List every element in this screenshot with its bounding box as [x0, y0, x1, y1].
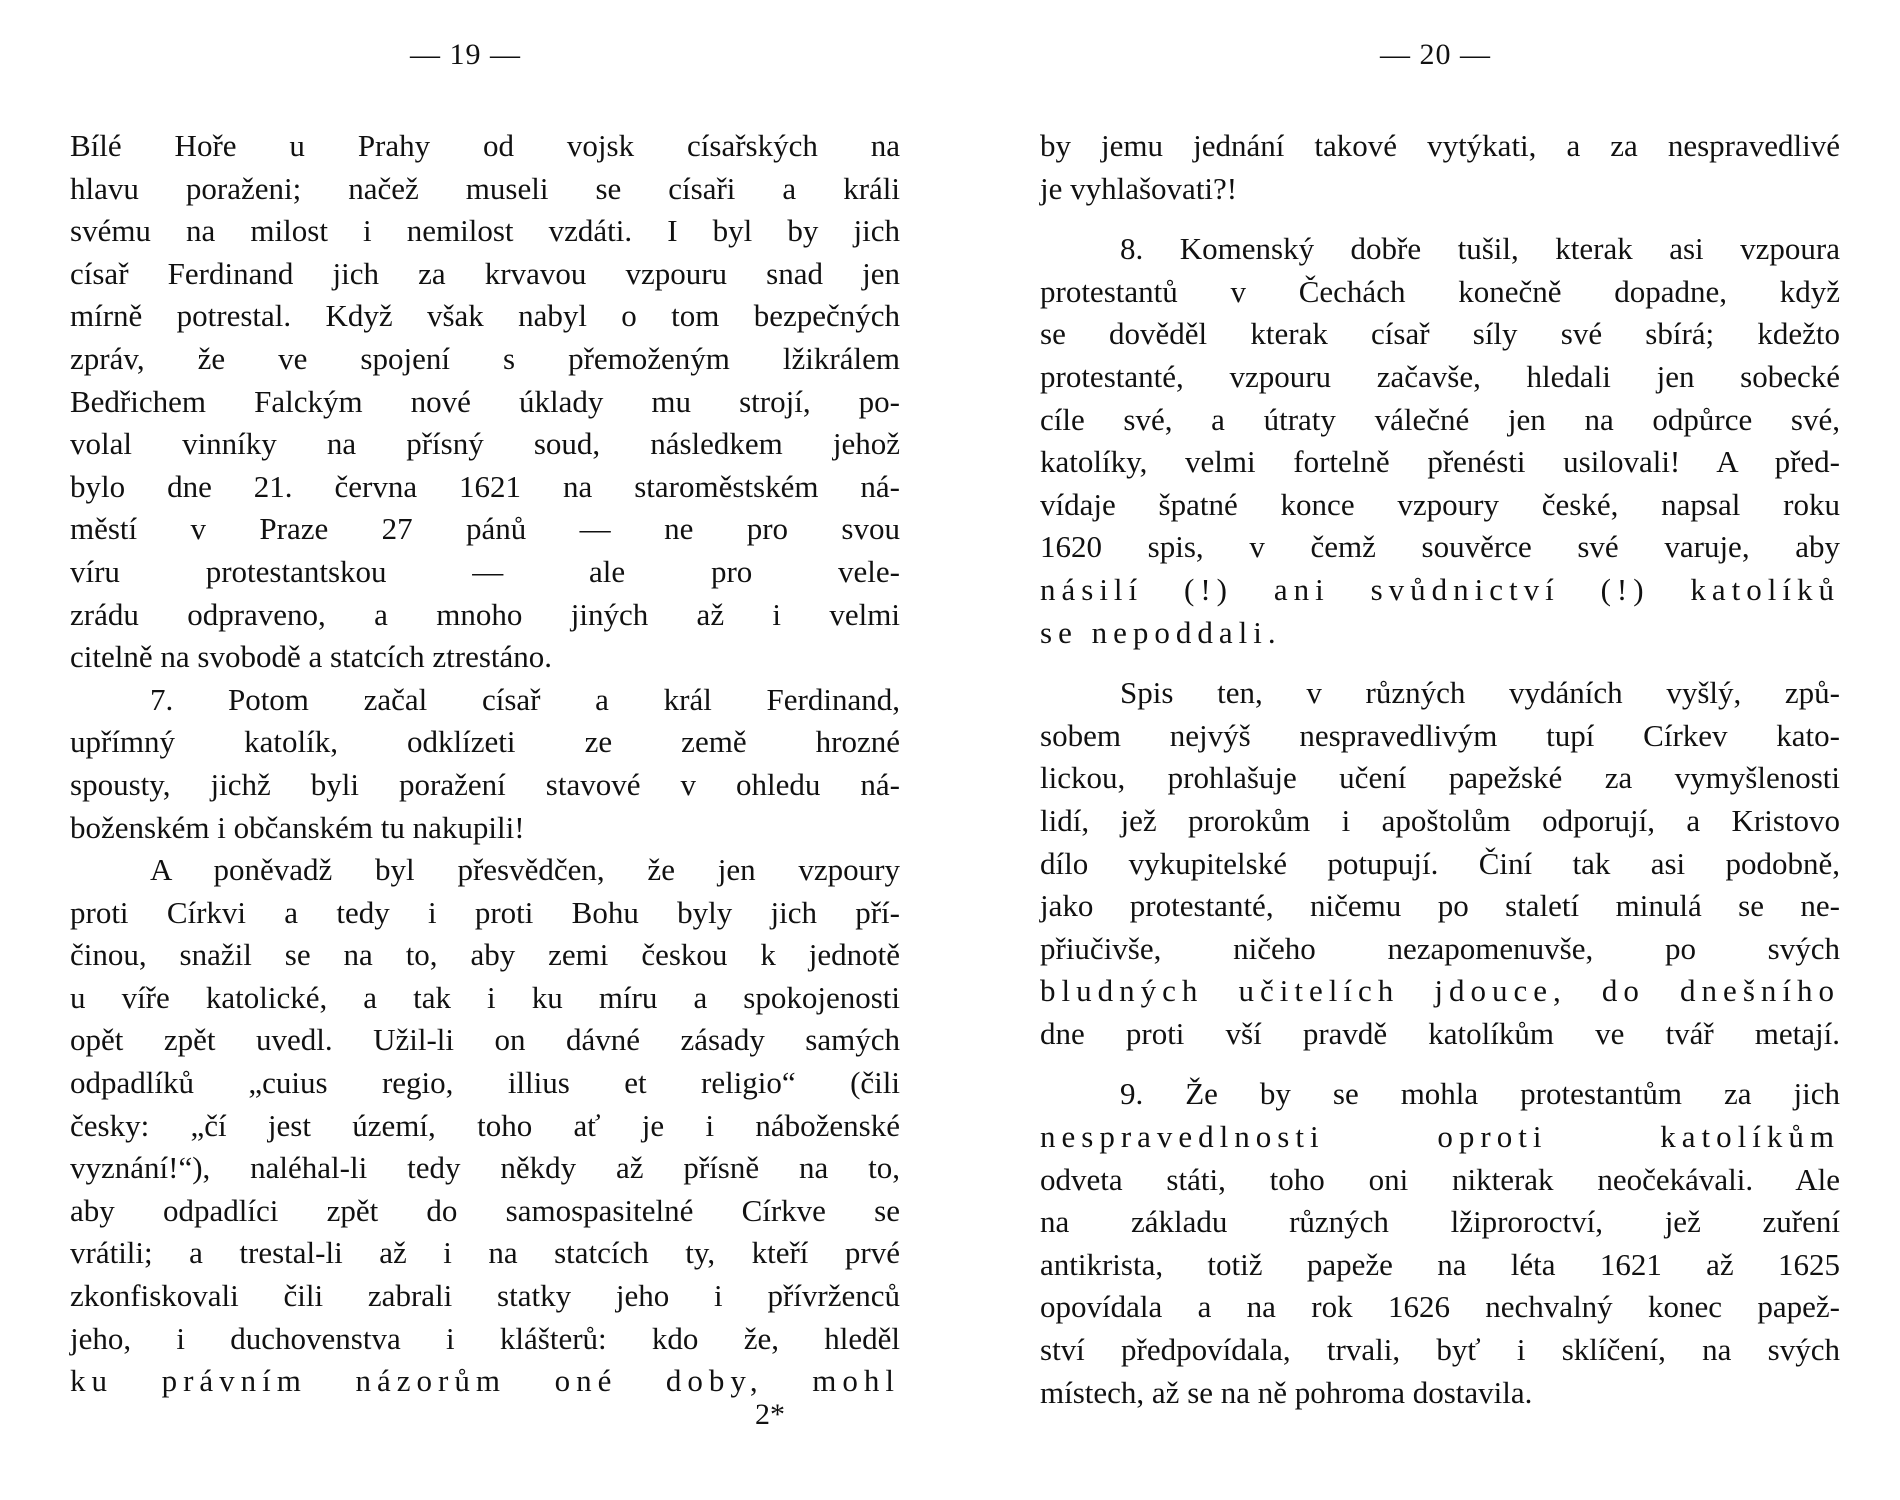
text-line: víru protestantskou — ale pro vele- [70, 553, 900, 589]
text-line: Bedřichem Falckým nové úklady mu strojí, po- [70, 383, 900, 419]
text-line: opět zpět uvedl. Užil-li on dávné zásady samých [70, 1022, 900, 1058]
left-page-number: — 19 — [410, 38, 521, 71]
text-line: městí v Praze 27 pánů — ne pro svou [70, 511, 900, 547]
text-line: protestantů v Čechách konečně dopadne, když [1040, 273, 1840, 309]
text-line: katolíky, velmi fortelně přenésti usilovali! A před- [1040, 444, 1840, 480]
text-line: sobem nejvýš nespravedlivým tupí Církev kato- [1040, 717, 1840, 753]
text-line: násilí (!) ani svůdnictví (!) katolíků [1040, 571, 1840, 607]
text-line: odveta státi, toho oni nikterak neočekávali. Ale [1040, 1161, 1840, 1197]
text-line: antikrista, totiž papeže na léta 1621 až 1625 [1040, 1246, 1840, 1282]
text-line: se nepoddali. [1040, 614, 1282, 650]
right-page-number: — 20 — [1380, 38, 1491, 71]
text-line: 7. Potom začal císař a král Ferdinand, [150, 681, 900, 717]
signature-mark: 2* [755, 1398, 785, 1431]
left-page-text [70, 125, 900, 1403]
text-line: vídaje špatné konce vzpoury české, napsal roku [1040, 486, 1840, 522]
text-line: cíle své, a útraty válečné jen na odpůrce své, [1040, 401, 1840, 437]
text-line: ství předpovídala, trvali, byť i sklíčení, na svých [1040, 1332, 1840, 1368]
text-line: místech, až se na ně pohroma dostavila. [1040, 1374, 1533, 1410]
text-line: zrádu odpraveno, a mnoho jiných až i velmi [70, 596, 900, 632]
text-line: odpadlíků „cuius regio, illius et religio“ (čili [70, 1065, 900, 1101]
text-line: hlavu poraženi; načež museli se císaři a králi [70, 170, 900, 206]
text-line: proti Církvi a tedy i proti Bohu byly jich pří- [70, 894, 900, 930]
text-line: lickou, prohlašuje učení papežské za vymyšlenosti [1040, 760, 1840, 796]
text-line: Bílé Hoře u Prahy od vojsk císařských na [70, 128, 900, 163]
right-page [1040, 0, 1840, 1500]
left-page [70, 0, 900, 1500]
text-line: protestanté, vzpouru začavše, hledali jen sobecké [1040, 358, 1840, 394]
right-page-text [1040, 125, 1840, 1414]
text-line: jeho, i duchovenstva i klášterů: kdo že, hleděl [70, 1320, 900, 1356]
text-line: jako protestanté, ničemu po staletí minulá se ne- [1040, 888, 1840, 924]
text-line: opovídala a na rok 1626 nechvalný konec papež- [1040, 1289, 1840, 1325]
text-line: lidí, jež prorokům i apoštolům odporují, a Kristovo [1040, 802, 1840, 838]
text-line: aby odpadlíci zpět do samospasitelné Církve se [70, 1192, 900, 1228]
text-line: Spis ten, v různých vydáních vyšlý, způ- [1120, 675, 1840, 711]
text-line: spousty, jichž byli poražení stavové v ohledu ná- [70, 766, 900, 802]
text-line: česky: „čí jest území, toho ať je i náboženské [70, 1107, 900, 1143]
text-line: zkonfiskovali čili zabrali statky jeho i přívrženců [70, 1278, 900, 1314]
text-line: činou, snažil se na to, aby zemi českou k jednotě [70, 937, 900, 973]
text-line: je vyhlašovati?! [1040, 170, 1238, 206]
text-line: by jemu jednání takové vytýkati, a za nespravedlivé [1040, 128, 1840, 163]
text-line: 8. Komenský dobře tušil, kterak asi vzpoura [1120, 231, 1840, 267]
text-line: se dověděl kterak císař síly své sbírá; kdežto [1040, 316, 1840, 352]
text-line: boženském i občanském tu nakupili! [70, 809, 525, 845]
text-line: ku právním názorům oné doby, mohl [70, 1363, 900, 1399]
text-line: A poněvadž byl přesvědčen, že jen vzpoury [150, 852, 900, 888]
text-line: citelně na svobodě a statcích ztrestáno. [70, 639, 553, 675]
text-line: bylo dne 21. června 1621 na staroměstském ná- [70, 468, 900, 504]
text-line: vyznání!“), naléhal-li tedy někdy až přísně na to, [70, 1150, 900, 1186]
text-line: na základu různých lžiproroctví, jež zuření [1040, 1204, 1840, 1240]
text-line: 1620 spis, v čemž souvěrce své varuje, aby [1040, 529, 1840, 565]
text-line: dílo vykupitelské potupují. Činí tak asi podobně, [1040, 845, 1840, 881]
text-line: u víře katolické, a tak i ku míru a spokojenosti [70, 979, 900, 1015]
text-line: zpráv, že ve spojení s přemoženým lžikrálem [70, 340, 900, 376]
text-line: mírně potrestal. Když však nabyl o tom bezpečných [70, 298, 900, 334]
text-line: dne proti vší pravdě katolíkům ve tvář metají. [1040, 1015, 1840, 1051]
text-line: nespravedlnosti oproti katolíkům [1040, 1119, 1840, 1155]
text-line: přiučivše, ničeho nezapomenuvše, po svých [1040, 930, 1840, 966]
text-line: vrátili; a trestal-li až i na statcích ty, kteří prvé [70, 1235, 900, 1271]
text-line: svému na milost i nemilost vzdáti. I byl by jich [70, 213, 900, 249]
text-line: bludných učitelích jdouce, do dnešního [1040, 973, 1840, 1009]
text-line: 9. Že by se mohla protestantům za jich [1120, 1076, 1840, 1112]
text-line: císař Ferdinand jich za krvavou vzpouru snad jen [70, 255, 900, 291]
text-line: upřímný katolík, odklízeti ze země hrozné [70, 724, 900, 760]
text-line: volal vinníky na přísný soud, následkem jehož [70, 426, 900, 462]
